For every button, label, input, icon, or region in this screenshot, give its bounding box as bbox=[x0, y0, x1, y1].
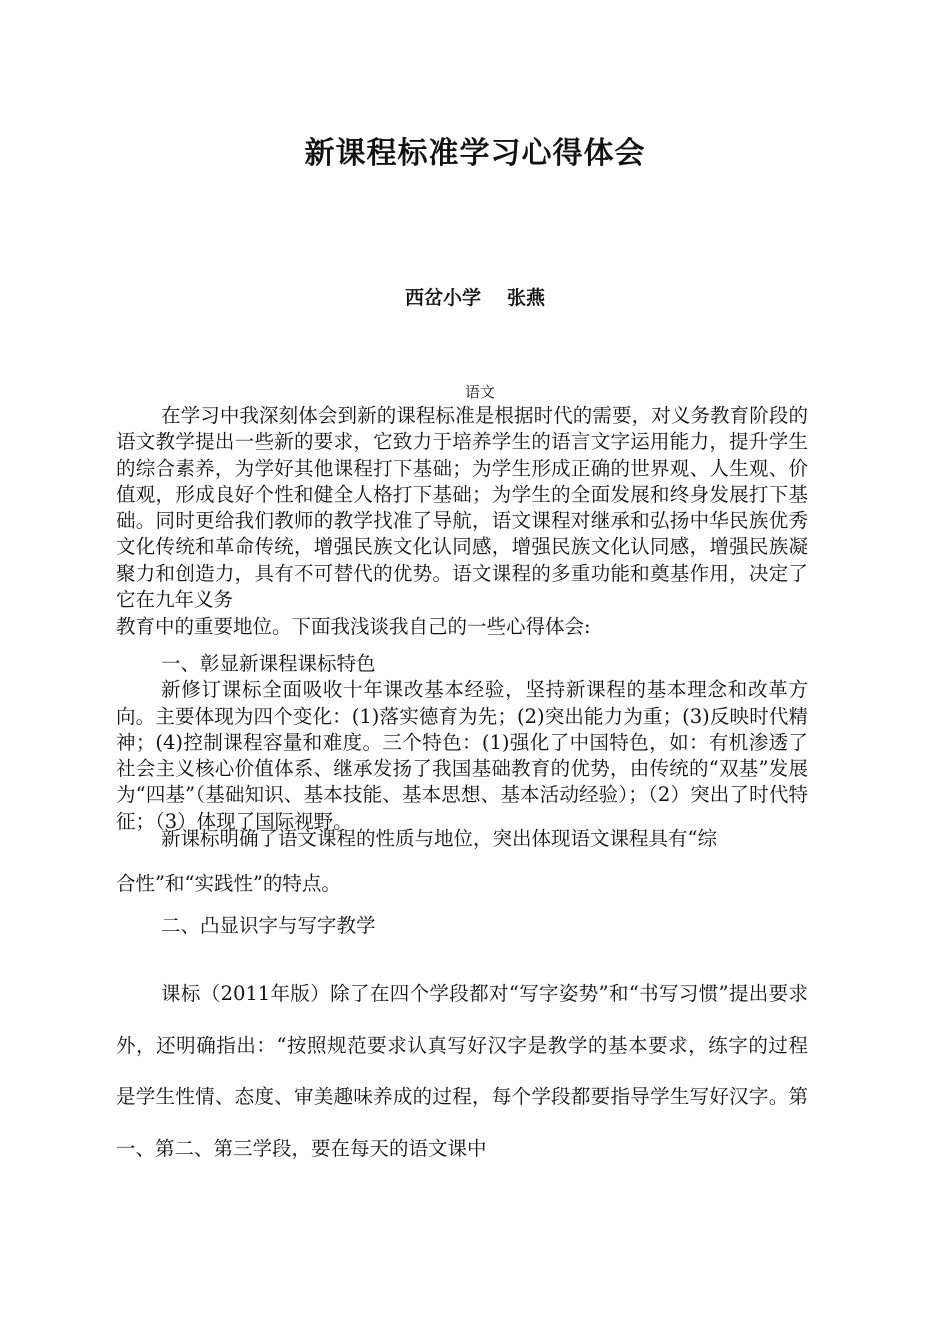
paragraph-intro-continued: 教育中的重要地位。下面我浅谈我自己的一些心得体会: bbox=[116, 615, 591, 638]
paragraph-curriculum-nature-continued: 合性”和“实践性”的特点。 bbox=[116, 872, 341, 895]
paragraph-intro: 在学习中我深刻体会到新的课程标准是根据时代的需要，对义务教育阶段的语文教学提出一些新的要求，它致力于培养学生的语言文字运用能力，提升学生的综合素养，为学好其他课程打下基础；为学生形成正确的世界观、人生观、价值观，形成良好个性和健全人格打下基础；为学生的全面发展和终身发展打下基础。同时更给我们教师的教学找准了导航，语文课程对继承和弘扬中华民族优秀文化传统和革命传统，增强民族文化认同感，增强民族文化认同感，增强民族凝聚力和创造力，具有不可替代的优势。语文课程的多重功能和奠基作用，决定了它在九年义务 bbox=[116, 404, 808, 612]
paragraph-curriculum-nature: 新课标明确了语文课程的性质与地位，突出体现语文课程具有“综 bbox=[161, 827, 717, 850]
paragraph-section-two: 课标（2011年版）除了在四个学段都对“写字姿势”和“书写习惯”提出要求外，还明确指出：“按照规范要求认真写好汉字是教学的基本要求，练字的过程是学生性情、态度、审美趣味养成的过程，每个学段都要指导学生写好汉字。第一、第二、第三学段，要在每天的语文课中 bbox=[116, 982, 808, 1160]
subject-label: 语文 bbox=[464, 383, 495, 401]
author-name: 张燕 bbox=[507, 287, 546, 309]
section-heading-two: 二、凸显识字与写字教学 bbox=[161, 914, 376, 937]
section-one bbox=[116, 651, 808, 835]
school-name: 西岔小学 bbox=[404, 287, 481, 309]
document-title: 新课程标准学习心得体会 bbox=[304, 136, 646, 171]
paragraph-section-one: 新修订课标全面吸收十年课改基本经验，坚持新课程的基本理念和改革方向。主要体现为四个变化：(1)落实德育为先；(2)突出能力为重；(3)反映时代精神；(4)控制课程容量和难度。三个特色：(1)强化了中国特色，如：有机渗透了社会主义核心价值体系、继承发扬了我国基础教育的优势，由传统的“双基”发展为“四基”（基础知识、基本技能、基本思想、基本活动经验）；（2）突出了时代特征；（3）体现了国际视野。 bbox=[116, 678, 808, 833]
author-byline bbox=[0, 283, 950, 310]
section-heading-one: 一、彰显新课程课标特色 bbox=[161, 652, 376, 675]
